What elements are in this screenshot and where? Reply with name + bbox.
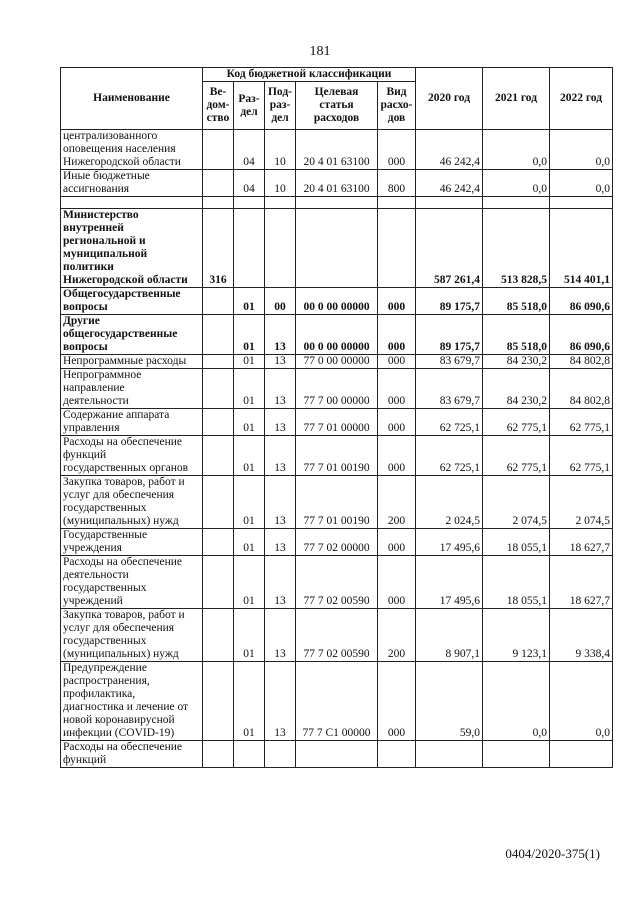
row-name: Иные бюджетные ассигнования [61, 170, 203, 197]
row-csr: 77 7 02 00590 [296, 556, 378, 609]
row-2022: 0,0 [550, 662, 613, 741]
row-razdel [234, 741, 265, 768]
row-name: Предупреждение распространения, профилактика, диагностика и лечение от новой коронавирусной инфекции (COVID-19) [61, 662, 203, 741]
row-csr: 77 7 С1 00000 [296, 662, 378, 741]
row-2021: 18 055,1 [483, 556, 550, 609]
row-vr: 000 [378, 529, 416, 556]
row-vr: 000 [378, 662, 416, 741]
row-podrazdel: 13 [265, 476, 296, 529]
header-2020: 2020 год [416, 68, 483, 130]
header-vr: Вид расхо- дов [378, 82, 416, 130]
row-2021: 85 518,0 [483, 315, 550, 355]
row-name: Государственные учреждения [61, 529, 203, 556]
row-csr: 77 7 02 00590 [296, 609, 378, 662]
table-row [61, 130, 613, 170]
row-podrazdel: 13 [265, 409, 296, 436]
row-razdel: 01 [234, 369, 265, 409]
row-podrazdel: 10 [265, 130, 296, 170]
row-csr: 77 7 02 00000 [296, 529, 378, 556]
row-razdel: 04 [234, 130, 265, 170]
row-razdel: 01 [234, 288, 265, 315]
row-2022 [550, 197, 613, 209]
row-vr: 200 [378, 476, 416, 529]
row-razdel: 01 [234, 315, 265, 355]
header-razdel: Раз- дел [234, 82, 265, 130]
row-razdel: 01 [234, 409, 265, 436]
row-2020: 89 175,7 [416, 288, 483, 315]
header-2021: 2021 год [483, 68, 550, 130]
row-vr: 200 [378, 609, 416, 662]
table-row [61, 409, 613, 436]
budget-table [60, 67, 613, 768]
row-razdel [234, 209, 265, 288]
row-razdel: 04 [234, 170, 265, 197]
row-name: Расходы на обеспечение функций [61, 741, 203, 768]
row-csr: 77 7 01 00190 [296, 476, 378, 529]
row-ved [203, 609, 234, 662]
row-ved [203, 662, 234, 741]
row-2021: 9 123,1 [483, 609, 550, 662]
table-row [61, 197, 613, 209]
row-ved [203, 197, 234, 209]
table-row [61, 476, 613, 529]
row-2022: 0,0 [550, 170, 613, 197]
row-2021: 2 074,5 [483, 476, 550, 529]
row-csr: 77 7 01 00190 [296, 436, 378, 476]
row-2022: 18 627,7 [550, 556, 613, 609]
row-podrazdel: 13 [265, 529, 296, 556]
table-row [61, 209, 613, 288]
row-podrazdel [265, 197, 296, 209]
row-podrazdel: 00 [265, 288, 296, 315]
header-csr: Целевая статья расходов [296, 82, 378, 130]
row-2022: 2 074,5 [550, 476, 613, 529]
header-ved: Ве- дом- ство [203, 82, 234, 130]
table-row [61, 288, 613, 315]
row-csr [296, 741, 378, 768]
row-razdel: 01 [234, 662, 265, 741]
row-ved [203, 130, 234, 170]
row-podrazdel: 13 [265, 609, 296, 662]
row-name: Содержание аппарата управления [61, 409, 203, 436]
row-csr: 00 0 00 00000 [296, 315, 378, 355]
row-razdel: 01 [234, 355, 265, 369]
row-podrazdel [265, 209, 296, 288]
row-2020: 17 495,6 [416, 529, 483, 556]
row-razdel: 01 [234, 476, 265, 529]
page-number: 181 [309, 44, 331, 59]
row-2021 [483, 741, 550, 768]
row-ved [203, 369, 234, 409]
row-ved [203, 355, 234, 369]
row-razdel: 01 [234, 436, 265, 476]
row-podrazdel: 13 [265, 355, 296, 369]
row-name: Закупка товаров, работ и услуг для обеспечения государственных (муниципальных) нужд [61, 476, 203, 529]
row-2022: 9 338,4 [550, 609, 613, 662]
row-csr: 20 4 01 63100 [296, 130, 378, 170]
row-csr: 77 7 01 00000 [296, 409, 378, 436]
row-vr [378, 741, 416, 768]
row-2021: 0,0 [483, 130, 550, 170]
row-2020: 17 495,6 [416, 556, 483, 609]
row-ved [203, 409, 234, 436]
row-csr: 77 0 00 00000 [296, 355, 378, 369]
row-name: Непрограммные расходы [61, 355, 203, 369]
row-2020: 62 725,1 [416, 409, 483, 436]
row-name: Непрограммное направление деятельности [61, 369, 203, 409]
row-2020: 83 679,7 [416, 355, 483, 369]
row-csr: 00 0 00 00000 [296, 288, 378, 315]
table-header [61, 68, 613, 130]
row-name: Министерство внутренней региональной и муниципальной политики Нижегородской области [61, 209, 203, 288]
row-name: Закупка товаров, работ и услуг для обеспечения государственных (муниципальных) нужд [61, 609, 203, 662]
row-2022: 62 775,1 [550, 409, 613, 436]
row-razdel: 01 [234, 609, 265, 662]
row-vr: 000 [378, 409, 416, 436]
row-2020: 59,0 [416, 662, 483, 741]
row-2022: 86 090,6 [550, 315, 613, 355]
row-ved [203, 529, 234, 556]
table-row [61, 355, 613, 369]
row-ved [203, 476, 234, 529]
row-podrazdel: 13 [265, 556, 296, 609]
row-2021: 62 775,1 [483, 409, 550, 436]
table-row [61, 170, 613, 197]
row-2022: 18 627,7 [550, 529, 613, 556]
table-row [61, 529, 613, 556]
row-ved: 316 [203, 209, 234, 288]
row-csr: 77 7 00 00000 [296, 369, 378, 409]
row-2020: 89 175,7 [416, 315, 483, 355]
row-2021: 84 230,2 [483, 369, 550, 409]
row-2020: 83 679,7 [416, 369, 483, 409]
row-2022: 84 802,8 [550, 355, 613, 369]
row-vr: 000 [378, 369, 416, 409]
row-vr: 000 [378, 355, 416, 369]
row-ved [203, 170, 234, 197]
row-csr: 20 4 01 63100 [296, 170, 378, 197]
row-podrazdel: 13 [265, 315, 296, 355]
row-2020: 587 261,4 [416, 209, 483, 288]
row-2021: 513 828,5 [483, 209, 550, 288]
row-2021: 84 230,2 [483, 355, 550, 369]
row-razdel: 01 [234, 556, 265, 609]
row-2020: 62 725,1 [416, 436, 483, 476]
row-razdel: 01 [234, 529, 265, 556]
row-name [61, 197, 203, 209]
row-2020 [416, 741, 483, 768]
row-ved [203, 556, 234, 609]
row-name: Расходы на обеспечение деятельности государственных учреждений [61, 556, 203, 609]
row-podrazdel: 13 [265, 662, 296, 741]
row-2022 [550, 741, 613, 768]
row-podrazdel [265, 741, 296, 768]
header-classification: Код бюджетной классификации [203, 68, 416, 82]
row-ved [203, 436, 234, 476]
table-row [61, 662, 613, 741]
table-row [61, 436, 613, 476]
row-2022: 86 090,6 [550, 288, 613, 315]
row-csr [296, 209, 378, 288]
table-row [61, 556, 613, 609]
row-2021: 62 775,1 [483, 436, 550, 476]
row-vr: 000 [378, 556, 416, 609]
row-2021: 0,0 [483, 170, 550, 197]
header-2022: 2022 год [550, 68, 613, 130]
row-2022: 84 802,8 [550, 369, 613, 409]
row-2021 [483, 197, 550, 209]
row-podrazdel: 13 [265, 369, 296, 409]
row-2021: 85 518,0 [483, 288, 550, 315]
row-2022: 0,0 [550, 130, 613, 170]
row-vr [378, 209, 416, 288]
row-name: Общегосударственные вопросы [61, 288, 203, 315]
row-ved [203, 288, 234, 315]
row-2021: 0,0 [483, 662, 550, 741]
row-podrazdel: 10 [265, 170, 296, 197]
row-csr [296, 197, 378, 209]
table-row [61, 315, 613, 355]
row-2022: 514 401,1 [550, 209, 613, 288]
row-name: Другие общегосударственные вопросы [61, 315, 203, 355]
row-podrazdel: 13 [265, 436, 296, 476]
header-podrazdel: Под- раз- дел [265, 82, 296, 130]
table-row [61, 369, 613, 409]
document-code: 0404/2020-375(1) [505, 846, 600, 861]
row-name: централизованного оповещения населения Нижегородской области [61, 130, 203, 170]
row-vr: 000 [378, 436, 416, 476]
row-2020: 2 024,5 [416, 476, 483, 529]
row-ved [203, 741, 234, 768]
row-vr [378, 197, 416, 209]
row-2020 [416, 197, 483, 209]
row-2020: 46 242,4 [416, 170, 483, 197]
row-2020: 46 242,4 [416, 130, 483, 170]
row-2020: 8 907,1 [416, 609, 483, 662]
row-name: Расходы на обеспечение функций государственных органов [61, 436, 203, 476]
row-razdel [234, 197, 265, 209]
table-row [61, 741, 613, 768]
row-2022: 62 775,1 [550, 436, 613, 476]
row-vr: 000 [378, 315, 416, 355]
row-2021: 18 055,1 [483, 529, 550, 556]
table-body [61, 130, 613, 768]
row-vr: 800 [378, 170, 416, 197]
row-ved [203, 315, 234, 355]
header-name: Наименование [61, 68, 203, 130]
row-vr: 000 [378, 130, 416, 170]
table-row [61, 609, 613, 662]
row-vr: 000 [378, 288, 416, 315]
